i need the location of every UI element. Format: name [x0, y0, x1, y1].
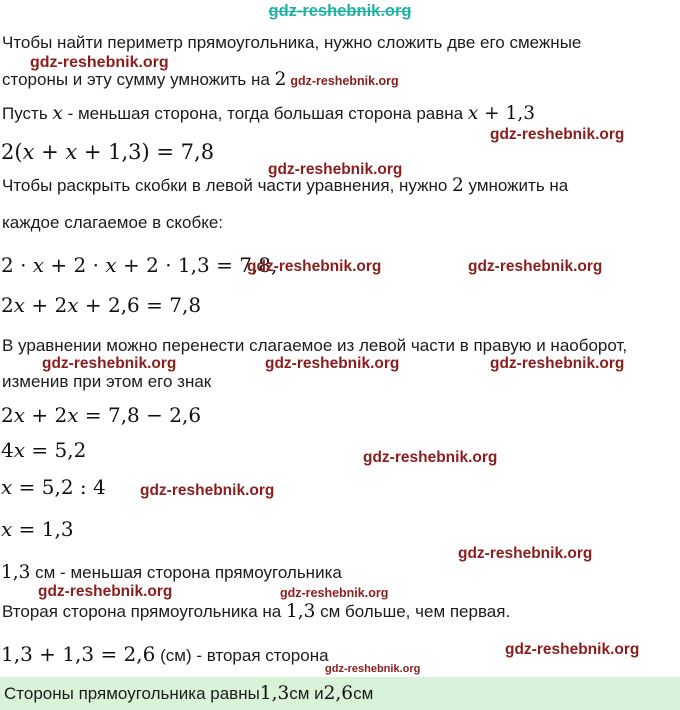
- math-inline: x: [52, 103, 63, 124]
- solution-text-line: [2, 213, 223, 233]
- math-inline: 1,3: [285, 601, 316, 622]
- watermark: gdz-reshebnik.org: [140, 482, 275, 499]
- solution-text-line: [2, 33, 581, 53]
- math-inline: 2: [452, 175, 464, 196]
- formula-line: [1, 403, 201, 427]
- watermark: gdz-reshebnik.org: [490, 355, 625, 372]
- solution-text-line: [2, 103, 535, 124]
- formula-line: [1, 140, 214, 164]
- solution-text: В уравнении можно перенести слагаемое из левой части в правую и наоборот,: [2, 336, 628, 355]
- watermark: gdz-reshebnik.org: [468, 258, 603, 275]
- math-inline: x + 1,3: [467, 103, 535, 124]
- watermark: gdz-reshebnik.org: [38, 583, 173, 600]
- solution-text: Чтобы раскрыть скобки в левой части уравнения, нужно: [2, 176, 453, 195]
- math-inline: 2: [274, 69, 287, 90]
- math-inline: 1,3: [259, 683, 290, 704]
- watermark: gdz-reshebnik.org: [363, 449, 498, 466]
- formula: 1,3 + 1,3 = 2,6: [1, 642, 156, 666]
- formula-line: [1, 293, 201, 317]
- solution-text: см - меньшая сторона прямоугольника: [30, 563, 342, 582]
- formula: 2 · x + 2 · x + 2 · 1,3 = 7,8,: [1, 253, 278, 277]
- watermark: gdz-reshebnik.org: [42, 355, 177, 372]
- solution-text-line: [2, 175, 568, 196]
- formula: 4x = 5,2: [1, 438, 87, 462]
- answer-text: см и: [289, 683, 324, 703]
- formula: 2x + 2x = 7,8 − 2,6: [1, 403, 202, 427]
- solution-text-line: [2, 372, 211, 392]
- formula-line: [1, 253, 277, 277]
- solution-text: стороны и эту сумму умножить на: [2, 70, 275, 89]
- solution-text: изменив при этом его знак: [2, 372, 212, 391]
- top-watermark: gdz-reshebnik.org: [268, 2, 412, 20]
- answer-text: см: [353, 683, 374, 703]
- math-inline: 1,3: [1, 562, 31, 583]
- solution-text: Пусть: [2, 104, 53, 123]
- solution-text-line: [1, 562, 342, 583]
- formula: 2(x + x + 1,3) = 7,8: [1, 140, 215, 164]
- formula-line: [1, 517, 74, 541]
- solution-text: Вторая сторона прямоугольника на: [2, 602, 286, 621]
- watermark: gdz-reshebnik.org: [325, 663, 421, 675]
- solution-text: - меньшая сторона, тогда большая сторона равна: [62, 104, 468, 123]
- watermark: gdz-reshebnik.org: [490, 126, 625, 143]
- watermark: gdz-reshebnik.org: [247, 258, 382, 275]
- formula-line: [1, 438, 86, 462]
- solution-text: (см) - вторая сторона: [155, 646, 329, 665]
- watermark: gdz-reshebnik.org: [505, 641, 640, 658]
- solution-text-line: [2, 336, 627, 356]
- formula-line: [1, 475, 106, 499]
- formula: x = 5,2 : 4: [1, 475, 106, 499]
- solution-text-line: [2, 601, 510, 622]
- watermark: gdz-reshebnik.org: [265, 355, 400, 372]
- solution-text: Чтобы найти периметр прямоугольника, нужно сложить две его смежные: [2, 33, 582, 52]
- watermark: gdz-reshebnik.org: [458, 545, 593, 562]
- answer-bar: [0, 677, 680, 710]
- math-inline: 2,6: [323, 683, 354, 704]
- solution-text: умножить на: [463, 176, 569, 195]
- answer-text: Стороны прямоугольника равны: [4, 683, 260, 703]
- solution-text-line: [2, 69, 399, 90]
- solution-text: каждое слагаемое в скобке:: [2, 213, 223, 232]
- formula: 2x + 2x + 2,6 = 7,8: [1, 293, 202, 317]
- formula-line: [1, 642, 329, 666]
- watermark: gdz-reshebnik.org: [290, 74, 399, 88]
- watermark: gdz-reshebnik.org: [268, 161, 403, 178]
- formula: x = 1,3: [1, 517, 74, 541]
- watermark: gdz-reshebnik.org: [280, 586, 389, 600]
- solution-text: см больше, чем первая.: [315, 602, 511, 621]
- watermark: gdz-reshebnik.org: [30, 54, 169, 71]
